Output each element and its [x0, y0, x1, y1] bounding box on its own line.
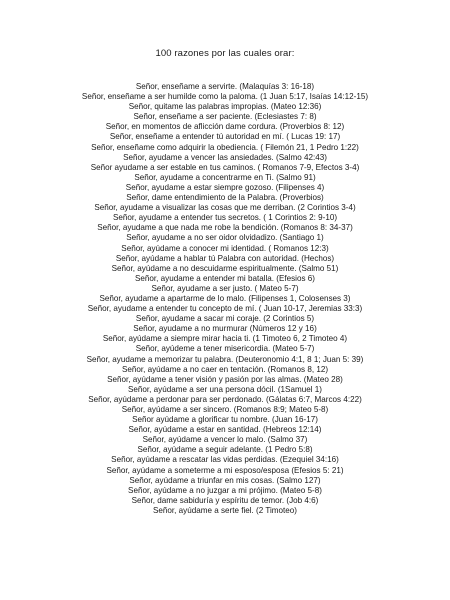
prayer-line: Señor, ayudame a estar siempre gozoso. (Filipenses 4) — [125, 182, 325, 192]
prayer-line: Señor, ayúdame a tener visión y pasión por las almas. (Mateo 28) — [107, 374, 343, 384]
prayer-line: Señor, enseñame a ser paciente. (Eclesiastes 7: 8) — [133, 112, 317, 122]
prayer-line: Señor, ayúdame a ser una persona dócil. (1Samuel 1) — [128, 384, 322, 394]
prayer-line: Señor, ayúdame a estar en santidad. (Hebreos 12:14) — [128, 425, 322, 435]
prayer-line: Señor, ayudame a no ser oidor olvidadizo. (Santiago 1) — [126, 233, 324, 243]
prayer-line: Señor, enseñame a entender tú autoridad en mí. ( Lucas 19: 17) — [109, 132, 341, 142]
prayer-line: Señor, ayudame a memorizar tu palabra. (Deuteronomio 4:1, 8 1; Juan 5: 39) — [86, 354, 364, 364]
prayer-line: Señor ayudame a ser estable en tus caminos. ( Romanos 7-9, Efectos 3-4) — [90, 162, 360, 172]
prayer-line: Señor, ayúdame a seguir adelante. (1 Pedro 5:8) — [137, 445, 313, 455]
prayer-line: Señor, enseñame a servirte. (Malaquías 3: 16-18) — [135, 82, 315, 91]
prayer-line: Señor, ayúdeme a tener misericordia. (Mateo 5-7) — [135, 344, 315, 354]
document-title: 100 razones por las cuales orar: — [155, 48, 295, 59]
prayer-line: Señor, ayudame a entender tu concepto de mí. ( Juan 10-17, Jeremias 33:3) — [87, 304, 363, 314]
prayer-line: Señor, ayudame a que nada me robe la bendición. (Romanos 8: 34-37) — [97, 223, 353, 233]
prayer-line: Señor, ayúdame a triunfar en mis cosas. (Salmo 127) — [129, 475, 321, 485]
prayer-line: Señor, ayudame a apartarme de lo malo. (Filipenses 1, Colosenses 3) — [99, 293, 351, 303]
prayer-line: Señor, ayudame a no murmurar (Números 12 y 16) — [133, 324, 317, 334]
prayer-line: Señor, ayudame a sacar mi coraje. (2 Corintios 5) — [135, 314, 315, 324]
prayer-line: Señor, ayudame a entender tus secretos. ( 1 Corintios 2: 9-10) — [112, 213, 338, 223]
prayer-line: Señor, ayudame a vencer las ansiedades. (Salmo 42:43) — [123, 152, 327, 162]
prayer-line: Señor, ayúdame a siempre mirar hacia ti. (1 Timoteo 6, 2 Timoteo 4) — [102, 334, 348, 344]
prayer-line: Señor, ayudame a visualizar las cosas que me derriban. (2 Corintios 3-4) — [94, 203, 356, 213]
prayer-line: Señor, ayúdame a ser sincero. (Romanos 8:9; Mateo 5-8) — [121, 405, 329, 414]
prayer-line: Señor, dame entendimiento de la Palabra. (Proverbios) — [126, 193, 324, 203]
prayer-line: Señor, ayudame a concentrarme en Ti. (Salmo 91) — [134, 172, 316, 182]
prayer-line: Señor, ayúdame a someterme a mi esposo/esposa (Efesios 5: 21) — [106, 465, 344, 475]
prayer-line: Señor, ayudame a ser justo. ( Mateo 5-7) — [151, 283, 299, 293]
prayer-line: Señor, enseñame a ser humilde como la paloma. (1 Juan 5:17, Isaías 14:12-15) — [81, 92, 369, 102]
prayer-line: Señor, dame sabiduría y espíritu de temor. (Job 4:6) — [131, 495, 319, 505]
prayer-line: Señor, ayúdame a vencer lo malo. (Salmo 37) — [142, 435, 308, 445]
prayer-list — [0, 82, 450, 516]
prayer-line: Señor, ayúdame a perdonar para ser perdonado. (Gálatas 6:7, Marcos 4:22) — [88, 394, 362, 404]
prayer-line: Señor, ayúdame a no juzgar a mi prójimo. (Mateo 5-8) — [128, 485, 322, 495]
prayer-line: Señor, enseñame como adquirir la obediencia. ( Filemón 21, 1 Pedro 1:22) — [91, 142, 359, 152]
prayer-line: Señor, quitame las palabras impropias. (Mateo 12:36) — [128, 102, 322, 112]
prayer-line: Señor, ayúdame a no caer en tentación. (Romanos 8, 12) — [121, 364, 329, 374]
prayer-line: Señor, ayúdame a no descuidarme espiritualmente. (Salmo 51) — [111, 263, 339, 273]
prayer-line: Señor, ayúdame a rescatar las vidas perdidas. (Ezequiel 34:16) — [111, 455, 339, 465]
prayer-line: Señor, en momentos de aflicción dame cordura. (Proverbios 8: 12) — [105, 122, 345, 132]
prayer-line: Señor, ayúdame a hablar tú Palabra con autoridad. (Hechos) — [115, 253, 335, 263]
prayer-line: Señor ayúdame a glorificar tu nombre. (Juan 16-17) — [132, 415, 318, 425]
prayer-line: Señor, ayúdame a serte fiel. (2 Timoteo) — [153, 505, 297, 515]
prayer-line: Señor, ayudame a entender mi batalla. (Efesios 6) — [135, 273, 315, 283]
prayer-line: Señor, ayúdame a conocer mi identidad. ( Romanos 12:3) — [121, 243, 329, 253]
